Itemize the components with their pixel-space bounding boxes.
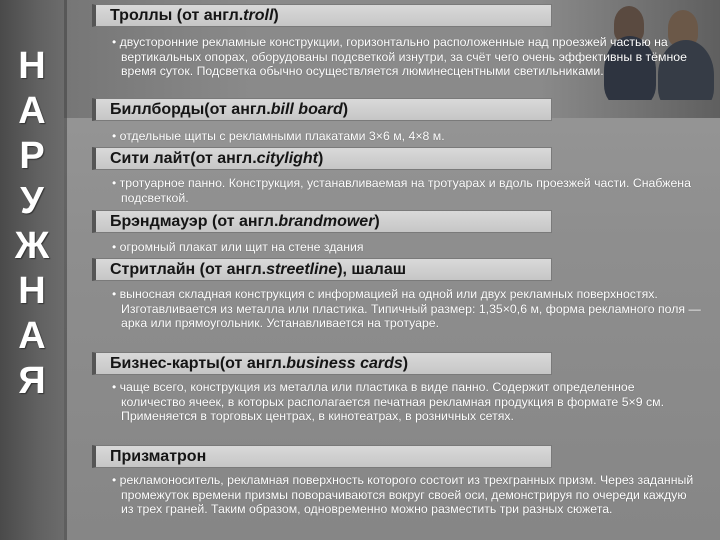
- vertical-title-letter: Р: [19, 135, 45, 177]
- section-title: Троллы (от англ. troll ): [92, 4, 552, 27]
- section-prismatron: [92, 445, 712, 535]
- section-title: Сити лайт(от англ. citylight ): [92, 147, 552, 170]
- vertical-title: [0, 44, 64, 404]
- section-text: • огромный плакат или щит на стене здания: [112, 240, 364, 254]
- vertical-title-letter: Я: [18, 360, 46, 402]
- vertical-title-letter: А: [18, 315, 46, 357]
- section-streetline: [92, 258, 712, 352]
- section-text: • чаще всего, конструкция из металла или пластика в виде панно. Содержит определенное количество ячеек, в которых располагается печатная рекламная продукция в формате 5×9 см. Применяется в торговых центрах, в кинотеатрах, в розничных сетях.: [112, 380, 664, 424]
- section-title: Брэндмауэр (от англ. brandmower ): [92, 210, 552, 233]
- content: [92, 4, 712, 535]
- sidebar: [0, 0, 64, 540]
- vertical-title-letter: А: [18, 90, 46, 132]
- section-business-cards: [92, 352, 712, 445]
- section-text: • рекламоноситель, рекламная поверхность которого состоит из трехгранных призм. Через заданный промежуток времени призмы поворачиваются вокруг своей оси, демонстрируя по очереди каждую из трех граней. Таким образом, одновременно можно разместить три разных сюжета.: [112, 473, 694, 517]
- section-trolls: [92, 4, 712, 98]
- section-title: Бизнес-карты(от англ. business cards ): [92, 352, 552, 375]
- section-text: • выносная складная конструкция с информацией на одной или двух рекламных поверхностях. Изготавливается из металла или пластика. Типичный размер: 1,35×0,6 м, форма рекламного поля — арка или прямоугольник. Устанавливается на тротуаре.: [112, 287, 701, 331]
- section-text: • двусторонние рекламные конструкции, горизонтально расположенные над проезжей частью на вертикальных опорах, оборудованы подсветкой изнутри, за счёт чего очень эффективны в тёмное время суток. Подсветка обычно осуществляется люминесцентными светильниками.: [112, 35, 687, 79]
- sidebar-divider: [64, 0, 67, 540]
- vertical-title-letter: Н: [18, 270, 46, 312]
- section-billboards: [92, 98, 712, 147]
- section-citylight: [92, 147, 712, 210]
- section-title: Призматрон: [92, 445, 552, 468]
- section-title: Биллборды(от англ. bill board ): [92, 98, 552, 121]
- section-brandmower: [92, 210, 712, 258]
- section-text: • тротуарное панно. Конструкция, устанавливаемая на тротуарах и вдоль проезжей части. Снабжена подсветкой.: [112, 176, 691, 205]
- section-title: Стритлайн (от англ. streetline ), шалаш: [92, 258, 552, 281]
- section-text: • отдельные щиты с рекламными плакатами 3×6 м, 4×8 м.: [112, 129, 445, 143]
- vertical-title-letter: Н: [18, 45, 46, 87]
- vertical-title-letter: Ж: [14, 225, 50, 267]
- vertical-title-letter: У: [20, 180, 44, 222]
